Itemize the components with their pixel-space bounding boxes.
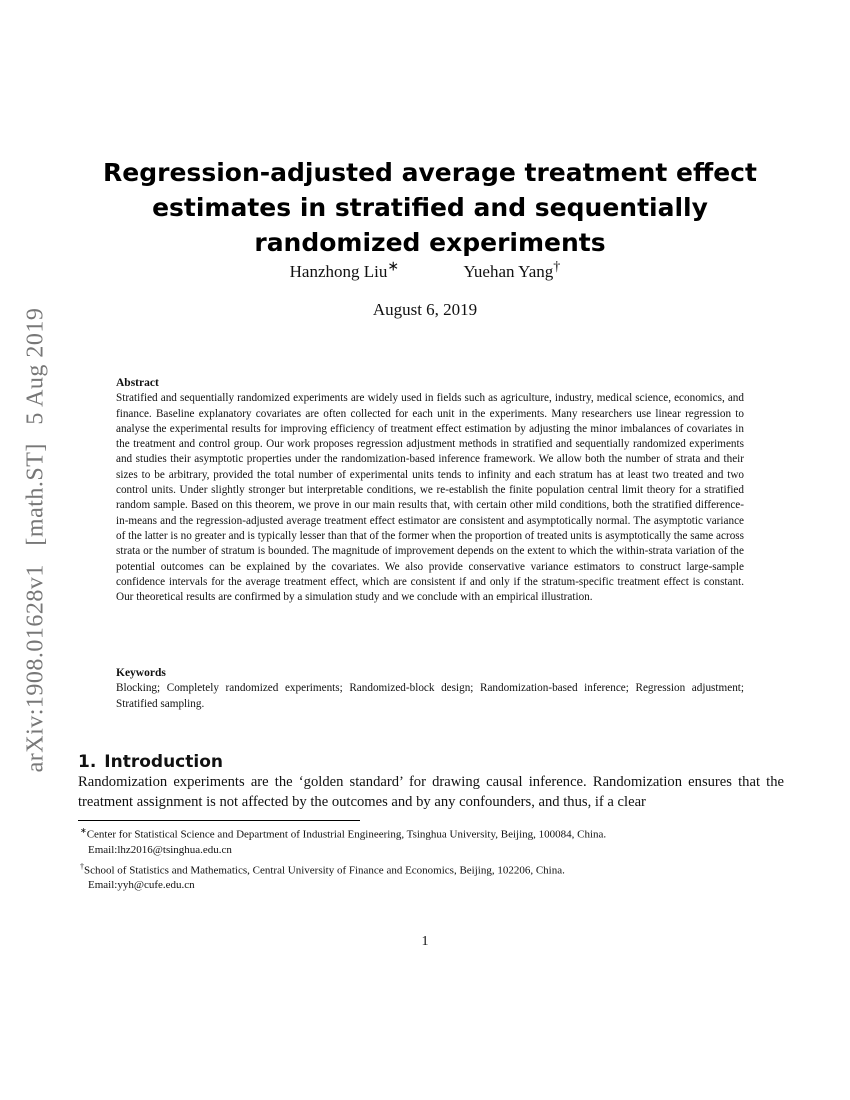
footnote-mark: ∗ <box>80 826 87 835</box>
arxiv-date: 5 Aug 2019 <box>22 307 49 425</box>
author-list <box>0 258 850 282</box>
paper-title: Regression-adjusted average treatment effect estimates in stratified and sequentially randomized experiments <box>103 157 757 257</box>
abstract <box>116 376 744 605</box>
footnote-text: Center for Statistical Science and Department of Industrial Engineering, Tsinghua University, Beijing, 100084, China. <box>86 828 607 841</box>
footnote-email: Email:lhz2016@tsinghua.edu.cn <box>88 843 232 856</box>
footnote-email: Email:yyh@cufe.edu.cn <box>88 879 195 892</box>
abstract-heading: Abstract <box>116 377 159 389</box>
footnote-1 <box>78 823 784 858</box>
arxiv-identifier <box>23 302 50 779</box>
author-name: Yuehan Yang <box>463 261 554 281</box>
author-2 <box>463 258 561 281</box>
intro-paragraph: Randomization experiments are the ‘golden standard’ for drawing causal inference. Randomization ensures that the treatment assignment is not affected by the outcomes and by any confounders, and thus, if a clear <box>78 774 784 810</box>
page-number: 1 <box>421 934 429 949</box>
author-mark: † <box>553 258 561 274</box>
footnote-text: School of Statistics and Mathematics, Central University of Finance and Economics, Beijing, 102206, China. <box>84 864 565 877</box>
author-mark: ∗ <box>387 258 400 274</box>
section-number: 1. <box>78 752 97 773</box>
section-title: Introduction <box>104 752 223 773</box>
section-heading <box>78 752 223 772</box>
abstract-text: Stratified and sequentially randomized experiments are widely used in fields such as agriculture, industry, medical science, economics, and finance. Baseline explanatory covariates are often collected for each unit in the experiments. Many researchers use linear regression to analyse the experimental results for improving efficiency of treatment effect estimation by adjusting the minor imbalances of covariates in the treatment and control group. Our work proposes regression adjustment methods in stratified and sequentially randomized experiments and studies their asymptotic properties under the randomization-based inference framework. We allow both the number of strata and their sizes to be arbitrary, provided the total number of experimental units tends to infinity and each stratum has at least two treated and two control units. Under slightly stronger but interpretable conditions, we re-establish the finite population central limit theory for a stratified random sample. Based on this theorem, we prove in our main results that, with certain other mild conditions, both the stratified difference-in-means and the regression-adjusted average treatment effect estimator are consistent and asymptotically normal. The asymptotic variance of the latter is no greater and is typically lesser than that of the former when the proportion of treated units is asymptotically the same across strata or the number of stratum is bounded. The magnitude of improvement depends on the extent to which the within-strata variation of the potential outcomes can be explained by the covariates. We also provide conservative variance estimators to construct large-sample confidence intervals for the average treatment effect, which are consistent if and only if the stratum-specific treatment effect is constant. Our theoretical results are confirmed by a simulation study and we conclude with an empirical illustration. <box>116 392 744 604</box>
paper-date: August 6, 2019 <box>372 300 478 319</box>
arxiv-id: arXiv:1908.01628v1 <box>22 564 49 773</box>
keywords <box>116 666 744 712</box>
footnote-rule <box>78 820 360 821</box>
arxiv-category: [math.ST] <box>22 443 49 546</box>
footnote-mark: † <box>80 861 84 871</box>
author-1 <box>289 258 400 281</box>
keywords-heading: Keywords <box>116 667 166 679</box>
keywords-text: Blocking; Completely randomized experiments; Randomized-block design; Randomization-based inference; Regression adjustment; Stratified sampling. <box>116 682 744 710</box>
author-name: Hanzhong Liu <box>289 261 388 281</box>
footnote-2 <box>78 859 784 894</box>
footnotes <box>78 823 784 894</box>
